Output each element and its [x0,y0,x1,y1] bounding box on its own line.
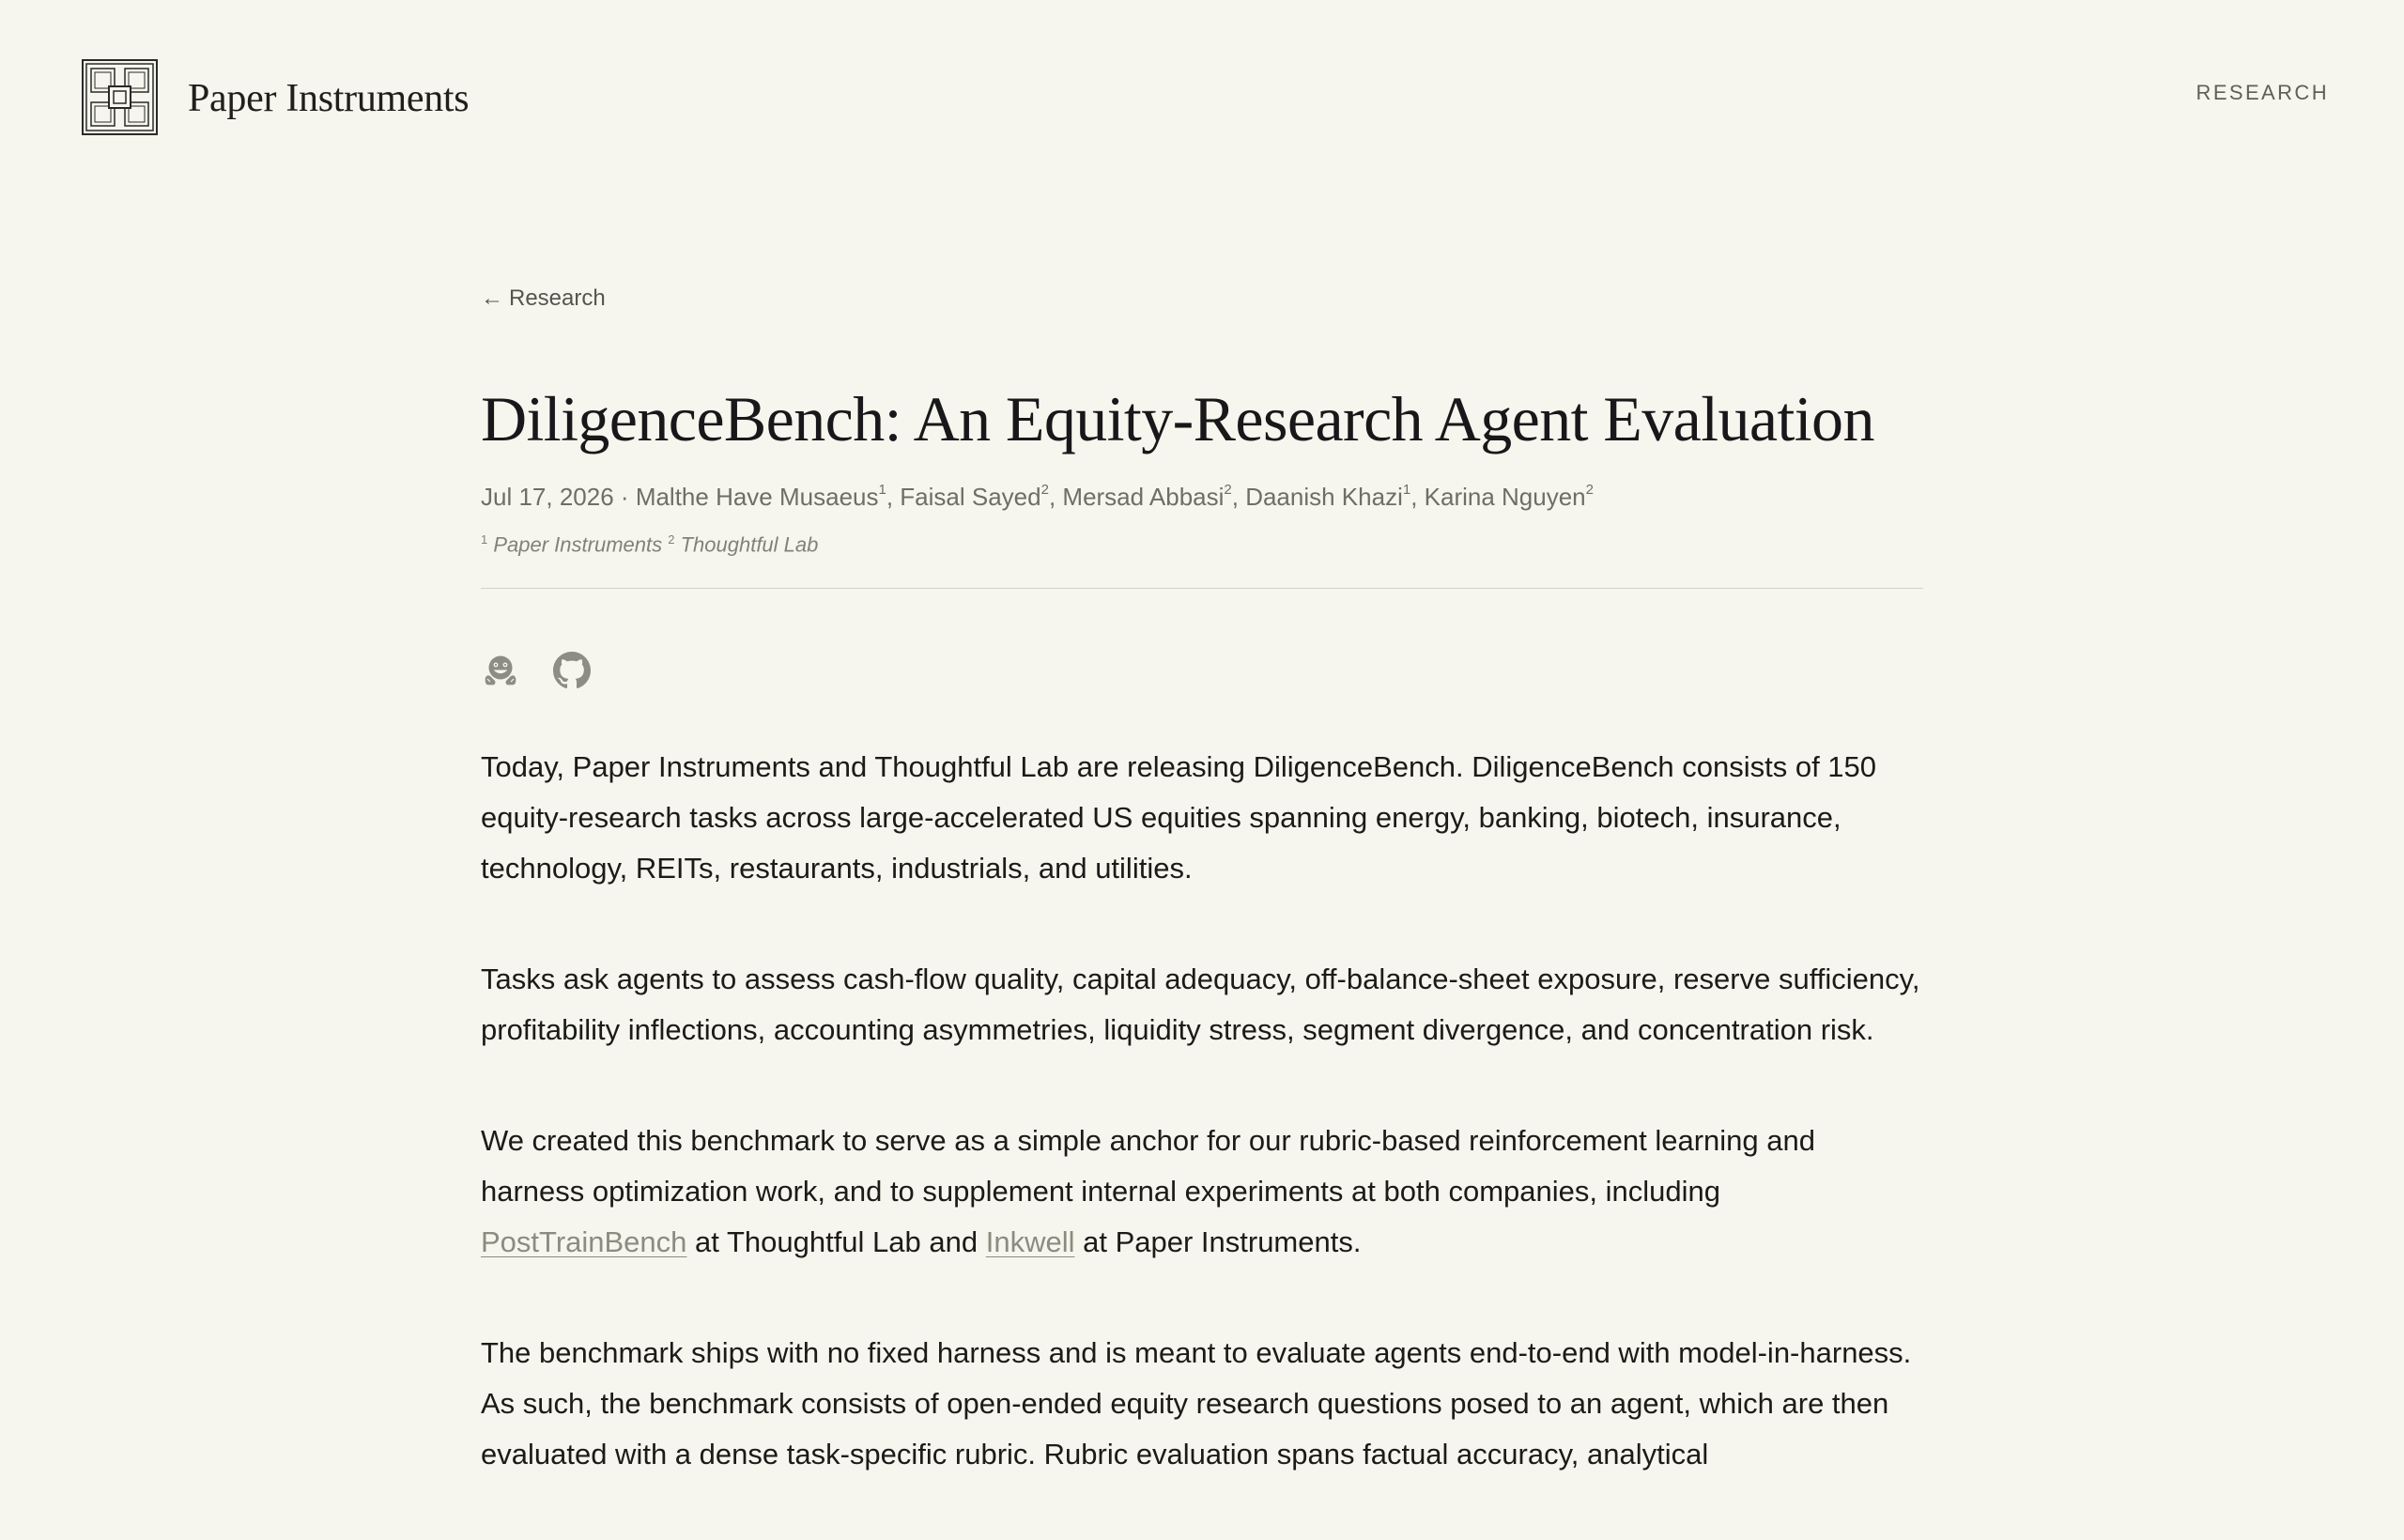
affiliation-name: Paper Instruments [493,532,663,557]
hugging-face-icon[interactable] [481,651,520,690]
affiliation-number: 2 [668,532,675,547]
paragraph: Tasks ask agents to assess cash-flow quality, capital adequacy, off-balance-sheet exposure, reserve sufficiency, profitability inflections, accounting asymmetries, liquidity stress, segment divergence, and concentration risk. [481,962,1920,1046]
author-name: Malthe Have Musaeus [635,483,879,511]
author-name: Faisal Sayed [900,483,1041,511]
brand-name: Paper Instruments [188,76,470,120]
author-affiliation-mark: 2 [1585,482,1594,499]
affiliation-number: 1 [481,532,488,547]
article-title: DiligenceBench: An Equity-Research Agent Evaluation [481,383,1874,454]
author-affiliation-mark: 1 [878,482,886,499]
brand-home-link[interactable] [82,59,469,135]
arrow-left-icon: ← [481,285,503,311]
affiliations [481,532,1923,557]
article-meta [481,483,1923,512]
inkwell-link[interactable]: Inkwell [985,1224,1075,1258]
paragraph-text: at Paper Instruments. [1074,1224,1362,1258]
back-link-label: Research [509,285,606,311]
article [481,287,1923,1540]
paper-instruments-logo-icon [82,59,158,135]
github-icon[interactable] [552,651,592,690]
author-affiliation-mark: 1 [1402,482,1411,499]
posttrainbench-link[interactable]: PostTrainBench [481,1224,687,1258]
author-affiliation-mark: 2 [1224,482,1232,499]
back-to-research-link[interactable] [481,287,606,310]
author-name: Daanish Khazi [1245,483,1403,511]
paragraph: The benchmark ships with no fixed harness and is meant to evaluate agents end-to-end with model-in-harness. As such, the benchmark consists of open-ended equity research questions posed to an agent, which are then evaluated with a dense task-specific rubric. Rubric evaluation spans factual accuracy, analytical [481,1335,1912,1471]
author-name: Karina Nguyen [1424,483,1586,511]
site-header [0,0,2404,197]
header-divider [481,588,1923,589]
author-affiliation-mark: 2 [1040,482,1049,499]
paragraph [481,1116,1923,1268]
resource-links [481,651,1923,690]
paragraph-text: We created this benchmark to serve as a simple anchor for our rubric-based reinforcement learning and harness optimization work, and to supplement internal experiments at both companies, including [481,1123,1815,1208]
nav-research-link[interactable]: RESEARCH [2196,81,2329,104]
paragraph-text: at Thoughtful Lab and [686,1224,986,1258]
paragraph: Today, Paper Instruments and Thoughtful Lab are releasing DiligenceBench. DiligenceBench consists of 150 equity-research tasks across large-accelerated US equities spanning energy, banking, biotech, insurance, technology, REITs, restaurants, industrials, and utilities. [481,749,1877,885]
affiliation-name: Thoughtful Lab [680,532,819,557]
meta-separator: · [620,483,629,511]
author-list: Malthe Have Musaeus$^1$, Faisal Sayed$^2$, Mersad Abbasi$^2$, Daanish Khazi$^1$, Karina Nguyen$^2$ [635,482,1594,511]
author-name: Mersad Abbasi [1062,483,1225,511]
publish-date: Jul 17, 2026 [481,483,614,511]
article-body [481,742,1923,1480]
